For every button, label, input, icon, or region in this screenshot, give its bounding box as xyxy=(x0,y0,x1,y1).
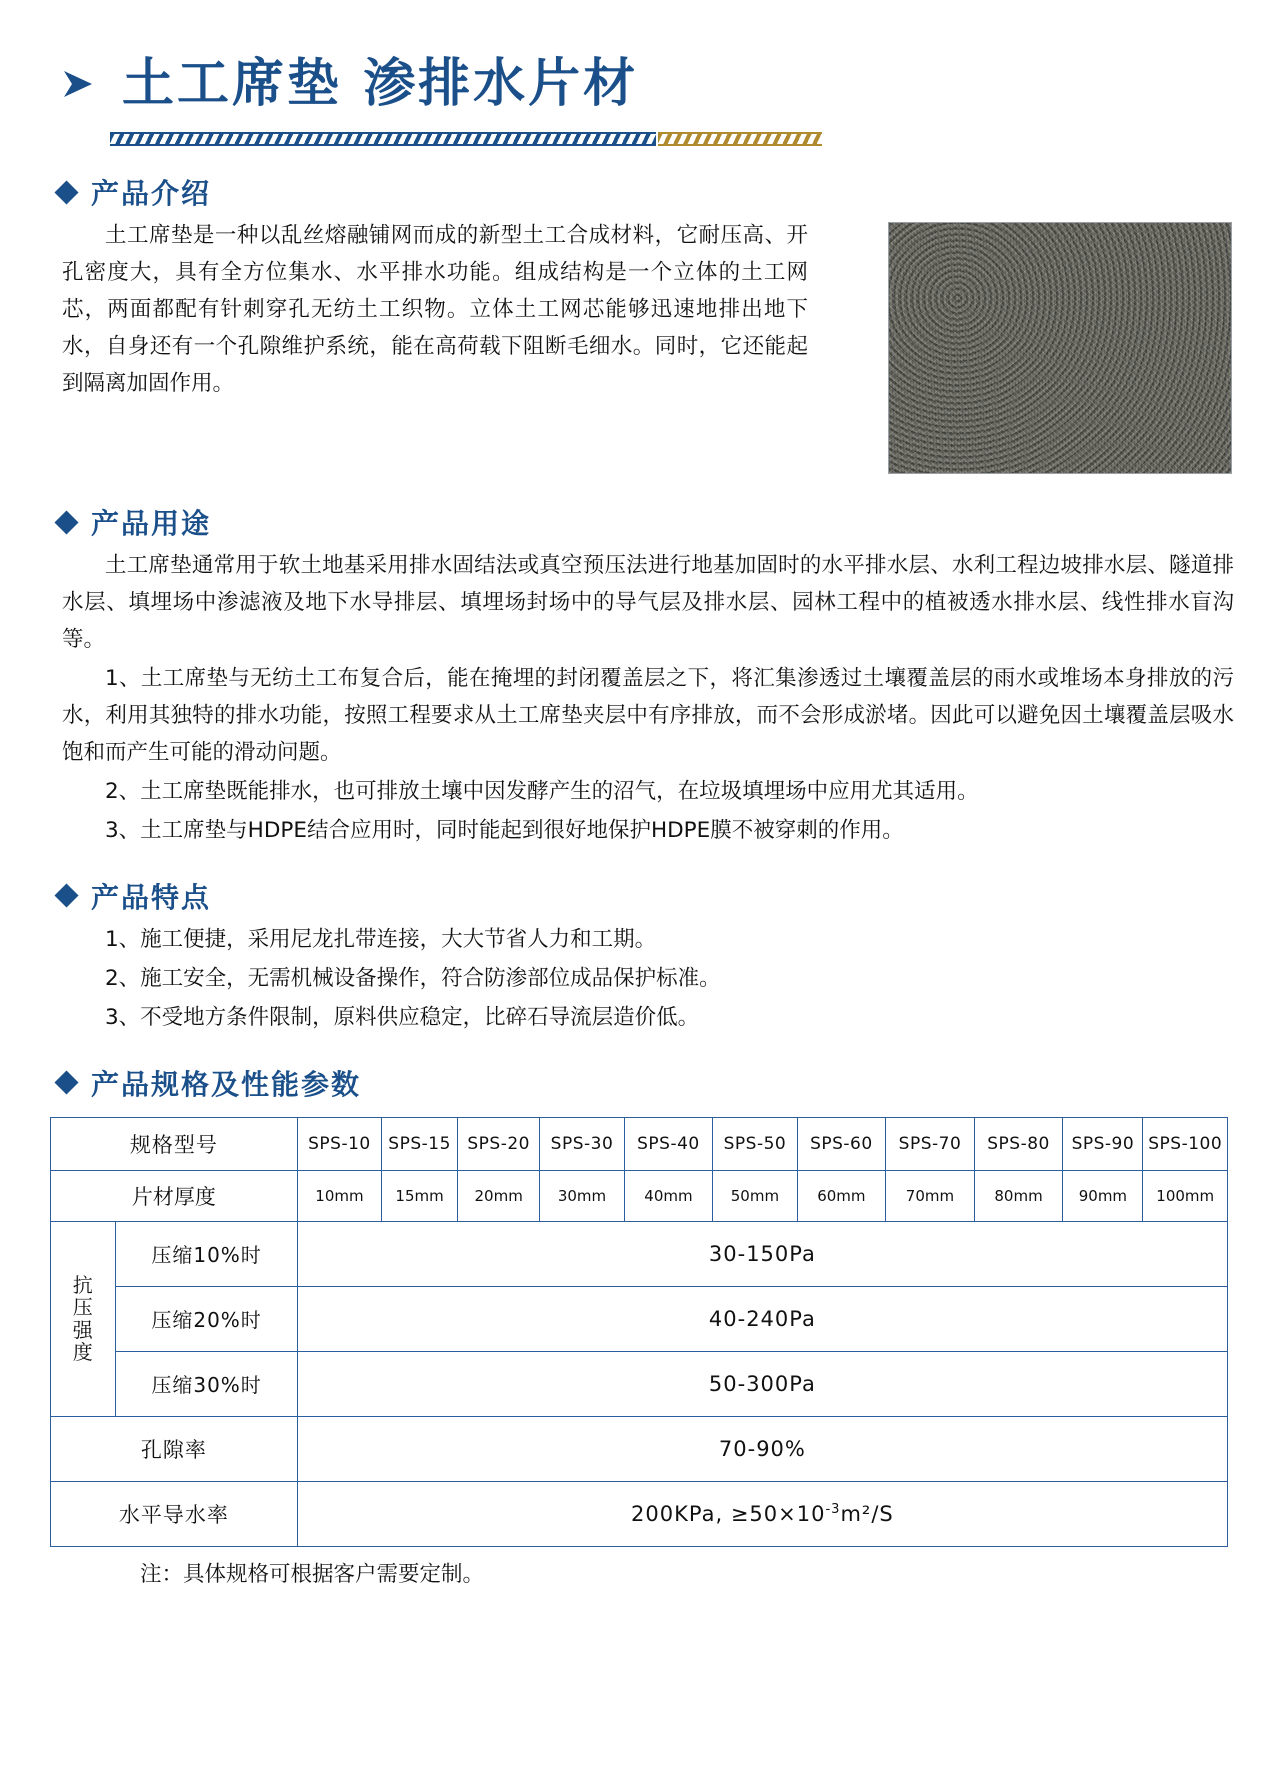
cell-model: SPS-20 xyxy=(458,1117,540,1170)
uses-paragraph: 土工席垫通常用于软土地基采用排水固结法或真空预压法进行地基加固时的水平排水层、水利工程边坡排水层、隧道排水层、填埋场中渗滤液及地下水导排层、填埋场封场中的导气层及排水层、园林工程中的植被透水排水层、线性排水盲沟等。 xyxy=(62,553,1234,652)
diamond-bullet-icon xyxy=(54,180,78,204)
feature-paragraph: 3、不受地方条件限制，原料供应稳定，比碎石导流层造价低。 xyxy=(105,1004,700,1030)
section-heading-intro xyxy=(58,172,1234,212)
product-photo xyxy=(888,222,1232,474)
diamond-bullet-icon xyxy=(54,884,78,908)
chevron-right-icon xyxy=(58,61,104,107)
cell-thickness: 20mm xyxy=(458,1170,540,1221)
cell-thickness: 10mm xyxy=(297,1170,381,1221)
cell-porosity-label: 孔隙率 xyxy=(51,1416,298,1481)
cell-strength-value: 30-150Pa xyxy=(297,1221,1227,1286)
cell-thickness: 100mm xyxy=(1143,1170,1228,1221)
cell-model: SPS-10 xyxy=(297,1117,381,1170)
table-row-thickness xyxy=(51,1170,1228,1221)
cell-thickness: 60mm xyxy=(797,1170,886,1221)
cell-thickness: 80mm xyxy=(974,1170,1063,1221)
cell-strength-value: 40-240Pa xyxy=(297,1286,1227,1351)
table-row-porosity xyxy=(51,1416,1228,1481)
table-row-strength-10 xyxy=(51,1221,1228,1286)
diamond-bullet-icon xyxy=(54,510,78,534)
cell-model: SPS-30 xyxy=(540,1117,624,1170)
spec-table-wrapper xyxy=(50,1117,1228,1547)
section-heading-uses xyxy=(58,502,1234,542)
feature-paragraph: 2、施工安全，无需机械设备操作，符合防渗部位成品保护标准。 xyxy=(105,965,721,991)
table-row-model xyxy=(51,1117,1228,1170)
feature-paragraph: 1、施工便捷，采用尼龙扎带连接，大大节省人力和工期。 xyxy=(105,926,657,952)
cell-model-label: 规格型号 xyxy=(51,1117,298,1170)
table-row-conductivity xyxy=(51,1481,1228,1546)
cell-model: SPS-80 xyxy=(974,1117,1063,1170)
cell-model: SPS-50 xyxy=(713,1117,797,1170)
divider-gold-stripes xyxy=(658,132,822,146)
table-row-strength-30 xyxy=(51,1351,1228,1416)
section-heading-specs xyxy=(58,1063,1234,1103)
cell-thickness-label: 片材厚度 xyxy=(51,1170,298,1221)
cell-thickness: 40mm xyxy=(624,1170,713,1221)
cell-model: SPS-70 xyxy=(886,1117,975,1170)
intro-text xyxy=(48,218,808,403)
cell-conductivity-label: 水平导水率 xyxy=(51,1481,298,1546)
conductivity-exponent: -3 xyxy=(825,1501,841,1517)
uses-paragraph: 1、土工席垫与无纺土工布复合后，能在掩埋的封闭覆盖层之下，将汇集渗透过土壤覆盖层的雨水或堆场本身排放的污水，利用其独特的排水功能，按照工程要求从土工席垫夹层中有序排放，而不会形成淤堵。因此可以避免因土壤覆盖层吸水饱和而产生可能的滑动问题。 xyxy=(62,665,1234,765)
cell-strength-sublabel: 压缩30%时 xyxy=(116,1351,297,1416)
section-title-specs: 产品规格及性能参数 xyxy=(91,1067,362,1101)
cell-thickness: 90mm xyxy=(1063,1170,1143,1221)
cell-model: SPS-60 xyxy=(797,1117,886,1170)
header-divider xyxy=(110,132,822,146)
cell-strength-label: 抗 压 强 度 xyxy=(51,1221,116,1416)
table-row-strength-20 xyxy=(51,1286,1228,1351)
cell-porosity-value: 70-90% xyxy=(297,1416,1227,1481)
conductivity-tail: m²/S xyxy=(840,1501,894,1526)
spec-table xyxy=(50,1117,1228,1547)
conductivity-main: 200KPa, ≥50×10 xyxy=(631,1501,826,1526)
cell-strength-sublabel: 压缩20%时 xyxy=(116,1286,297,1351)
intro-paragraph: 土工席垫是一种以乱丝熔融铺网而成的新型土工合成材料，它耐压高、开孔密度大，具有全方位集水、水平排水功能。组成结构是一个立体的土工网芯，两面都配有针刺穿孔无纺土工织物。立体土工网芯能够迅速地排出地下水，自身还有一个孔隙维护系统，能在高荷载下阻断毛细水。同时，它还能起到隔离加固作用。 xyxy=(62,223,808,396)
cell-strength-sublabel: 压缩10%时 xyxy=(116,1221,297,1286)
page-header xyxy=(48,0,1234,114)
cell-model: SPS-15 xyxy=(382,1117,458,1170)
section-heading-features xyxy=(58,876,1234,916)
section-title-uses: 产品用途 xyxy=(91,507,212,540)
cell-thickness: 30mm xyxy=(540,1170,624,1221)
uses-text xyxy=(48,548,1234,850)
section-title-intro: 产品介绍 xyxy=(91,177,212,210)
divider-blue-stripes xyxy=(110,132,656,146)
intro-block xyxy=(48,218,1234,476)
cell-conductivity-value xyxy=(297,1481,1227,1546)
uses-paragraph: 3、土工席垫与HDPE结合应用时，同时能起到很好地保护HDPE膜不被穿刺的作用。 xyxy=(105,817,904,843)
diamond-bullet-icon xyxy=(54,1071,78,1095)
cell-model: SPS-90 xyxy=(1063,1117,1143,1170)
page-title: 土工席垫 渗排水片材 xyxy=(122,54,639,114)
section-title-features: 产品特点 xyxy=(91,880,212,914)
cell-strength-value: 50-300Pa xyxy=(297,1351,1227,1416)
cell-thickness: 70mm xyxy=(886,1170,975,1221)
uses-paragraph: 2、土工席垫既能排水，也可排放土壤中因发酵产生的沼气，在垃圾填埋场中应用尤其适用。 xyxy=(105,778,979,804)
cell-model: SPS-100 xyxy=(1143,1117,1228,1170)
cell-thickness: 15mm xyxy=(382,1170,458,1221)
features-text xyxy=(48,922,1234,1037)
cell-thickness: 50mm xyxy=(713,1170,797,1221)
cell-model: SPS-40 xyxy=(624,1117,713,1170)
spec-note: 注：具体规格可根据客户需要定制。 xyxy=(140,1561,485,1587)
